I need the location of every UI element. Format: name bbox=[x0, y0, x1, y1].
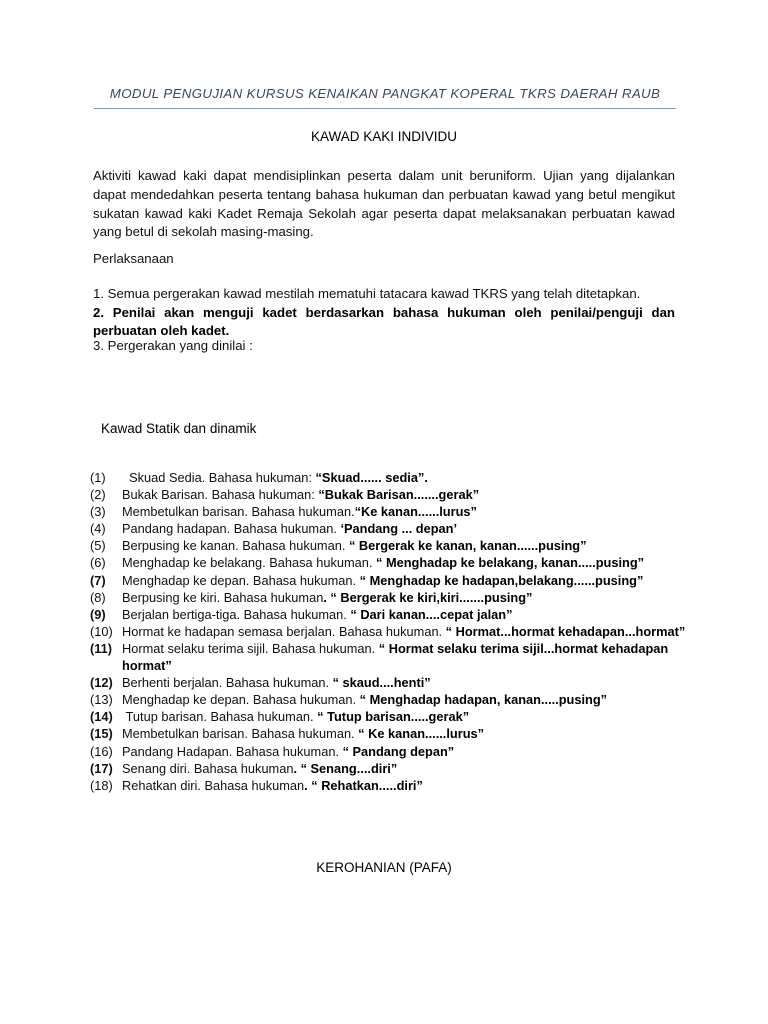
item-number: (13) bbox=[90, 692, 113, 708]
item-number: (2) bbox=[90, 487, 106, 503]
step-3: 3. Pergerakan yang dinilai : bbox=[93, 338, 253, 353]
list-item bbox=[90, 743, 690, 760]
item-text: Berjalan bertiga-tiga. Bahasa hukuman. bbox=[122, 606, 351, 622]
list-item bbox=[90, 503, 690, 520]
item-command: “Bukak Barisan.......gerak” bbox=[318, 487, 480, 503]
list-item bbox=[90, 486, 690, 503]
step-2: 2. Penilai akan menguji kadet berdasarkan bahasa hukuman oleh penilai/penguji dan perbuatan oleh kadet. bbox=[93, 305, 675, 338]
item-number: (15) bbox=[90, 726, 113, 742]
item-number: (11) bbox=[90, 640, 113, 656]
item-text: Menghadap ke depan. Bahasa hukuman. bbox=[122, 572, 360, 588]
movement-list bbox=[90, 469, 690, 794]
item-text: Membetulkan barisan. Bahasa hukuman. bbox=[122, 504, 355, 520]
item-command: “ Bergerak ke kanan, kanan......pusing” bbox=[348, 538, 587, 554]
list-item bbox=[90, 674, 690, 691]
item-command: “ skaud....henti” bbox=[332, 675, 431, 691]
item-number: (10) bbox=[90, 623, 113, 639]
item-command: “ Menghadap hadapan, kanan.....pusing” bbox=[359, 692, 608, 708]
item-number: (16) bbox=[90, 743, 113, 759]
list-item bbox=[90, 469, 690, 486]
item-body bbox=[122, 743, 690, 760]
item-body bbox=[122, 537, 690, 554]
item-body bbox=[122, 469, 690, 486]
item-text: Hormat ke hadapan semasa berjalan. Bahasa hukuman. bbox=[122, 623, 446, 639]
item-command: “Ke kanan......lurus” bbox=[354, 504, 477, 520]
item-command: “Skuad...... sedia”. bbox=[315, 470, 428, 485]
item-command: “ Menghadap ke hadapan,belakang......pusing” bbox=[359, 572, 644, 588]
item-text: Pandang Hadapan. Bahasa hukuman. bbox=[122, 743, 343, 759]
list-item bbox=[90, 691, 690, 708]
item-body bbox=[122, 708, 690, 725]
item-text: Berhenti berjalan. Bahasa hukuman. bbox=[122, 675, 333, 691]
item-command: . “ Rehatkan.....diri” bbox=[304, 777, 423, 793]
item-text: Skuad Sedia. Bahasa hukuman: bbox=[122, 470, 316, 485]
item-command: “ Pandang depan” bbox=[342, 743, 455, 759]
item-body bbox=[122, 760, 690, 777]
list-item bbox=[90, 760, 690, 777]
item-number: (6) bbox=[90, 555, 106, 571]
item-number: (7) bbox=[90, 572, 106, 588]
item-number: (18) bbox=[90, 777, 113, 793]
list-item bbox=[90, 589, 690, 606]
item-body bbox=[122, 589, 690, 606]
header-divider bbox=[94, 108, 676, 109]
item-text: Berpusing ke kanan. Bahasa hukuman. bbox=[122, 538, 349, 554]
item-number: (9) bbox=[90, 606, 106, 622]
item-body bbox=[122, 606, 690, 623]
footer-section-title: KEROHANIAN (PAFA) bbox=[316, 860, 452, 875]
item-body bbox=[122, 503, 690, 520]
item-command: “ Menghadap ke belakang, kanan.....pusing” bbox=[376, 555, 645, 571]
item-number: (3) bbox=[90, 504, 106, 520]
item-text: Senang diri. Bahasa hukuman bbox=[122, 760, 294, 776]
list-item bbox=[90, 606, 690, 623]
item-body bbox=[122, 520, 690, 537]
list-item bbox=[90, 640, 690, 674]
item-text: Rehatkan diri. Bahasa hukuman bbox=[122, 777, 305, 793]
item-body bbox=[122, 486, 690, 503]
item-text: Menghadap ke depan. Bahasa hukuman. bbox=[122, 692, 360, 708]
item-command: “ Ke kanan......lurus” bbox=[358, 726, 485, 742]
list-item bbox=[90, 554, 690, 571]
item-number: (17) bbox=[90, 760, 113, 776]
item-text: Menghadap ke belakang. Bahasa hukuman. bbox=[122, 555, 376, 571]
item-command: . “ Bergerak ke kiri,kiri.......pusing” bbox=[323, 589, 533, 605]
item-text: Tutup barisan. Bahasa hukuman. bbox=[122, 709, 318, 725]
item-command: “ Hormat selaku terima sijil...hormat kehadapan hormat” bbox=[122, 640, 669, 674]
item-body bbox=[122, 725, 690, 742]
list-item bbox=[90, 708, 690, 725]
item-body bbox=[122, 572, 690, 589]
step-1: 1. Semua pergerakan kawad mestilah mematuhi tatacara kawad TKRS yang telah ditetapkan. bbox=[93, 286, 641, 301]
item-number: (14) bbox=[90, 709, 113, 725]
item-command: “ Tutup barisan.....gerak” bbox=[317, 709, 470, 725]
item-command: “ Dari kanan....cepat jalan” bbox=[350, 606, 513, 622]
item-body bbox=[122, 777, 690, 794]
item-command: ‘Pandang ... depan’ bbox=[340, 521, 458, 537]
item-number: (12) bbox=[90, 675, 113, 691]
item-body bbox=[122, 691, 690, 708]
item-body bbox=[122, 623, 690, 640]
item-text: Berpusing ke kiri. Bahasa hukuman bbox=[122, 589, 324, 605]
item-body bbox=[122, 674, 690, 691]
list-item bbox=[90, 572, 690, 589]
intro-paragraph: Aktiviti kawad kaki dapat mendisiplinkan peserta dalam unit beruniform. Ujian yang dijalankan dapat mendedahkan peserta tentang bahasa hukuman dan perbuatan kawad yang betul mengikut sukatan kawad kaki Kadet Remaja Sekolah agar peserta dapat melaksanakan perbuatan kawad yang betul di sekolah masing-masing. bbox=[93, 168, 675, 240]
perlaksanaan-heading: Perlaksanaan bbox=[93, 251, 174, 266]
item-number: (4) bbox=[90, 521, 106, 537]
list-item bbox=[90, 623, 690, 640]
list-item bbox=[90, 537, 690, 554]
list-item bbox=[90, 725, 690, 742]
item-text: Membetulkan barisan. Bahasa hukuman. bbox=[122, 726, 359, 742]
item-number: (8) bbox=[90, 589, 106, 605]
item-text: Pandang hadapan. Bahasa hukuman. bbox=[122, 521, 341, 537]
page-title: KAWAD KAKI INDIVIDU bbox=[310, 129, 458, 144]
item-body bbox=[122, 554, 690, 571]
item-command: “ Hormat...hormat kehadapan...hormat” bbox=[445, 623, 686, 639]
item-command: . “ Senang....diri” bbox=[293, 760, 398, 776]
item-number: (1) bbox=[90, 470, 106, 485]
list-item bbox=[90, 777, 690, 794]
module-header: MODUL PENGUJIAN KURSUS KENAIKAN PANGKAT KOPERAL TKRS DAERAH RAUB bbox=[109, 86, 661, 101]
list-item bbox=[90, 520, 690, 537]
item-text: Bukak Barisan. Bahasa hukuman: bbox=[122, 487, 319, 503]
item-text: Hormat selaku terima sijil. Bahasa hukuman. bbox=[122, 640, 379, 656]
section-title: Kawad Statik dan dinamik bbox=[101, 421, 257, 436]
item-number: (5) bbox=[90, 538, 106, 554]
item-body bbox=[122, 640, 690, 674]
